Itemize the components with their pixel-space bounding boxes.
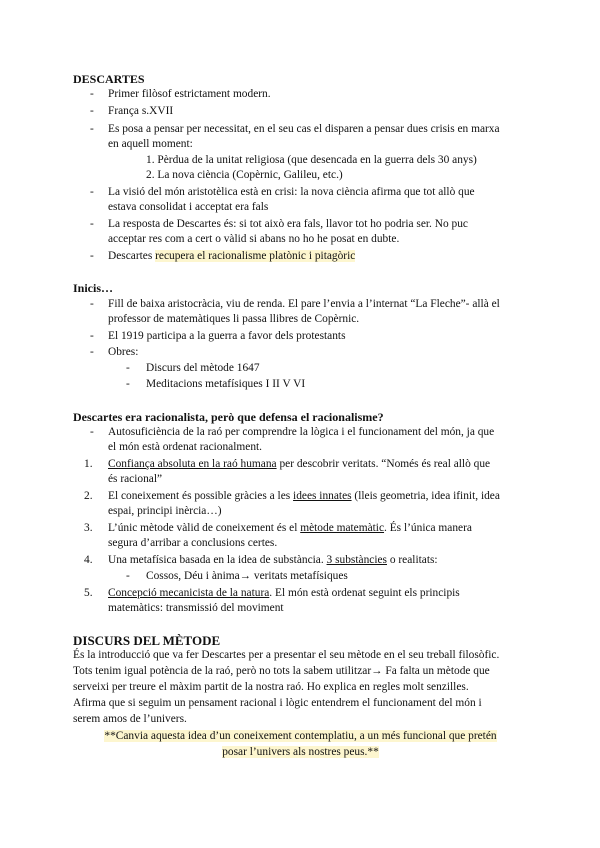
bullet: -	[126, 378, 130, 390]
list-item-cont: estava consolidat i acceptat era fals	[108, 201, 269, 213]
highlighted-text: **Canvia aquesta idea d’un coneixement contemplatiu, a un més funcional que pretén	[104, 730, 497, 742]
bullet: -	[90, 218, 94, 230]
text-run: . El món està ordenat seguint els principis	[269, 587, 460, 599]
list-item: Autosuficiència de la raó per comprendre la lògica i el funcionament del món, ja que	[108, 426, 495, 438]
bullet: -	[90, 250, 94, 262]
list-item-cont: professor de matemàtiques li passa llibres de Copèrnic.	[108, 313, 360, 325]
paragraph-line: Tots tenim igual potència de la raó, però no tots la sabem utilitzar→ Fa falta un mètode que	[73, 665, 490, 677]
heading-racionalisme: Descartes era racionalista, però que defensa el racionalisme?	[73, 410, 384, 424]
list-item: La resposta de Descartes és: si tot això era fals, llavor tot ho podria ser. No puc	[108, 218, 468, 230]
paragraph-line: serveixi per treure el màxim partit de la nostra raó. Ho explica en regles molt senzilles.	[73, 681, 469, 693]
list-item-cont: segura d’arribar a conclusions certes.	[108, 537, 278, 549]
bullet: -	[90, 426, 94, 438]
bullet: -	[90, 330, 94, 342]
bullet: -	[126, 570, 130, 582]
list-item: Primer filòsof estrictament modern.	[108, 88, 271, 100]
work-item: Discurs del mètode 1647	[146, 362, 260, 374]
paragraph-line: És la introducció que va fer Descartes per a presentar el seu mètode en el seu treball filosòfic.	[73, 649, 500, 661]
underlined-text: idees innates	[293, 490, 352, 502]
numbered-subitem: 1. Pèrdua de la unitat religiosa (que desencada en la guerra dels 30 anys)	[146, 154, 477, 166]
list-number: 4.	[84, 554, 93, 566]
heading-descartes: DESCARTES	[73, 72, 145, 86]
list-item: La visió del món aristotèlica està en crisi: la nova ciència afirma que tot allò que	[108, 186, 475, 198]
bullet: -	[90, 186, 94, 198]
list-item: Fill de baixa aristocràcia, viu de renda. El pare l’envia a l’internat “La Fleche”- allà el	[108, 298, 500, 310]
list-number: 5.	[84, 587, 93, 599]
text-run: Descartes	[108, 250, 156, 262]
list-item: Obres:	[108, 346, 139, 358]
list-item-cont: matemàtics: transmissió del moviment	[108, 602, 284, 614]
list-item	[108, 553, 528, 568]
highlighted-text: recupera el racionalisme platònic i pitagòric	[155, 250, 356, 262]
list-item-cont: acceptar res com a cert o vàlid si abans no ho he posat en dubte.	[108, 233, 400, 245]
list-item	[108, 521, 528, 536]
list-item-cont: en aquell moment:	[108, 138, 193, 150]
paragraph-line: serem amos de l’univers.	[73, 713, 187, 725]
list-number: 2.	[84, 490, 93, 502]
numbered-subitem: 2. La nova ciència (Copèrnic, Galileu, etc.)	[146, 169, 343, 181]
bullet: -	[90, 88, 94, 100]
sub-item: Cossos, Déu i ànima→ veritats metafísiques	[146, 570, 348, 582]
underlined-text: Concepció mecanicista de la natura	[108, 587, 270, 599]
text-run: Una metafísica basada en la idea de substància.	[108, 554, 327, 566]
list-item-cont: el món està ordenat racionalment.	[108, 441, 263, 453]
text-run: El coneixement és possible gràcies a les	[108, 490, 294, 502]
list-item	[108, 489, 528, 504]
highlighted-text: posar l’univers als nostres peus.**	[222, 746, 379, 758]
list-item: França s.XVII	[108, 105, 174, 117]
bullet: -	[90, 346, 94, 358]
paragraph-line: Afirma que si seguim un pensament racional i lògic entendrem el funcionament del món i	[73, 697, 482, 709]
bullet: -	[90, 298, 94, 310]
bullet: -	[126, 362, 130, 374]
text-run: . És l’única manera	[384, 522, 472, 534]
underlined-text: 3 substàncies	[326, 554, 387, 566]
list-item	[108, 457, 528, 472]
text-run: o realitats:	[386, 554, 438, 566]
work-item: Meditacions metafísiques I II V VI	[146, 378, 306, 390]
highlighted-note	[73, 729, 528, 744]
list-number: 3.	[84, 522, 93, 534]
underlined-text: Confiança absoluta en la raó humana	[108, 458, 277, 470]
heading-discurs: DISCURS DEL MÈTODE	[73, 633, 221, 648]
list-item: El 1919 participa a la guerra a favor dels protestants	[108, 330, 346, 342]
text-run: L’únic mètode vàlid de coneixement és el	[108, 522, 301, 534]
text-run: per descobrir veritats. “Només és real allò que	[276, 458, 491, 470]
list-item	[108, 586, 528, 601]
bullet: -	[90, 123, 94, 135]
bullet: -	[90, 105, 94, 117]
highlighted-note	[73, 745, 528, 760]
list-item: Es posa a pensar per necessitat, en el seu cas el disparen a pensar dues crisis en marxa	[108, 123, 500, 135]
list-number: 1.	[84, 458, 93, 470]
list-item-cont: és racional”	[108, 473, 163, 485]
text-run: (lleis geometria, idea ifinit, idea	[351, 490, 500, 502]
heading-inicis: Inicis…	[73, 281, 114, 295]
underlined-text: mètode matemàtic	[300, 522, 385, 534]
list-item	[108, 249, 528, 264]
list-item-cont: espai, principi inèrcia…)	[108, 505, 222, 517]
